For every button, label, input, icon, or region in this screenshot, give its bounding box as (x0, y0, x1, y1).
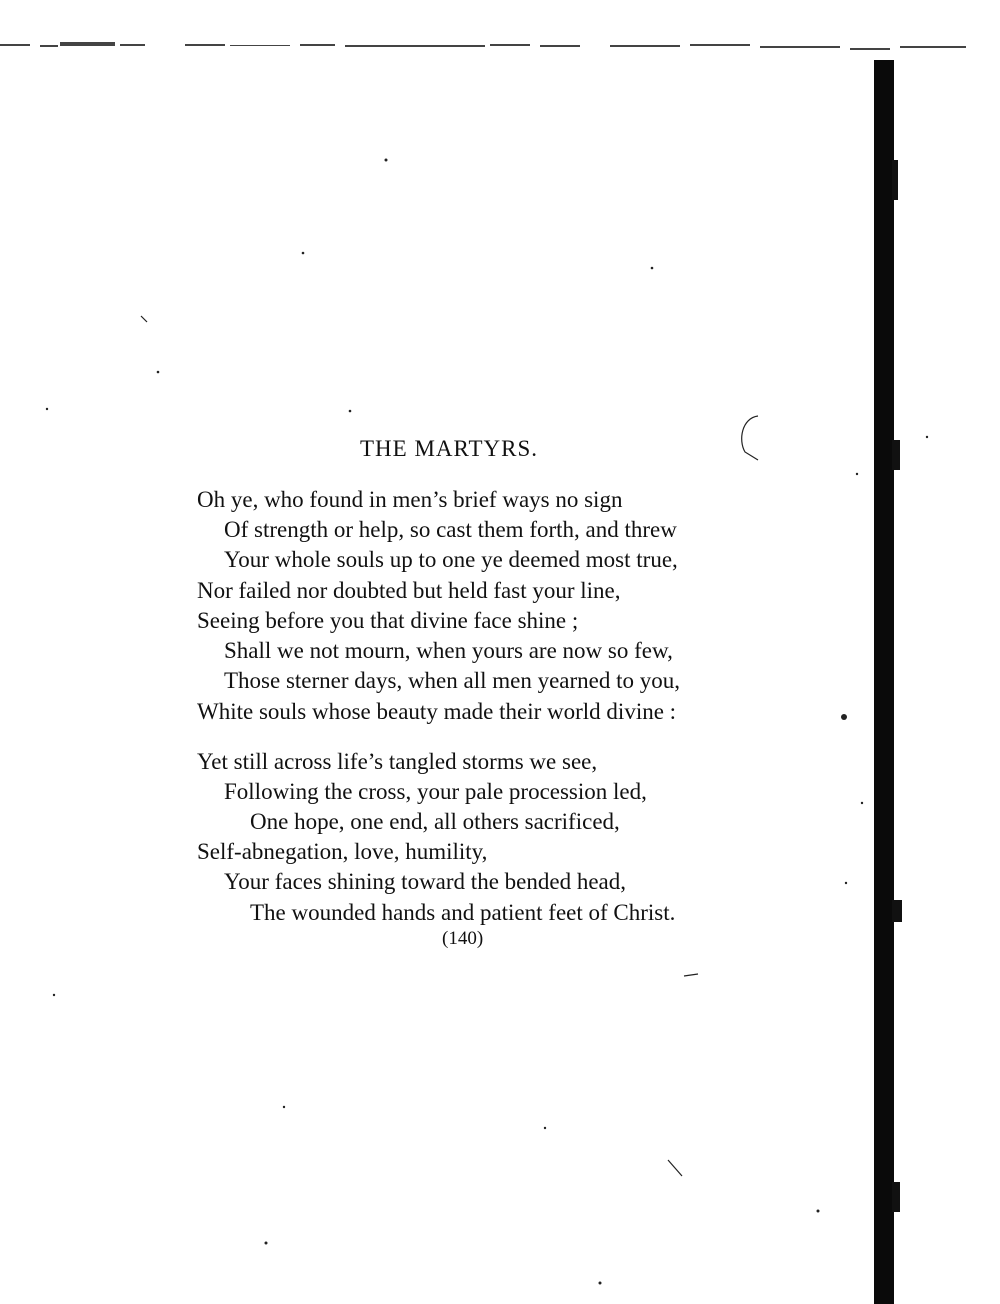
poem-line: Those sterner days, when all men yearned to you, (224, 668, 681, 693)
poem-line: Your whole souls up to one ye deemed most true, (224, 547, 678, 572)
poem-line: Seeing before you that divine face shine ; (197, 608, 579, 633)
poem-line: Oh ye, who found in men’s brief ways no sign (197, 487, 623, 512)
poem-line: Of strength or help, so cast them forth, and threw (224, 517, 677, 542)
binding-shadow (874, 60, 894, 1304)
poem-line: Shall we not mourn, when yours are now so few, (224, 638, 673, 663)
binding-edge-marks (892, 140, 910, 1304)
poem-line: Yet still across life’s tangled storms we see, (197, 749, 598, 774)
poem-line: Your faces shining toward the bended head, (224, 869, 626, 894)
poem-line: Self-abnegation, love, humility, (197, 839, 488, 864)
poem-line: The wounded hands and patient feet of Christ. (250, 900, 676, 925)
poem-line: One hope, one end, all others sacrificed, (250, 809, 620, 834)
poem-line: Nor failed nor doubted but held fast your line, (197, 578, 621, 603)
poem-line: Following the cross, your pale procession led, (224, 779, 647, 804)
page-number: (140) (442, 928, 484, 949)
scan-noise-top (0, 36, 970, 58)
poem-line: White souls whose beauty made their world divine : (197, 699, 677, 724)
poem-title: THE MARTYRS. (360, 436, 539, 461)
